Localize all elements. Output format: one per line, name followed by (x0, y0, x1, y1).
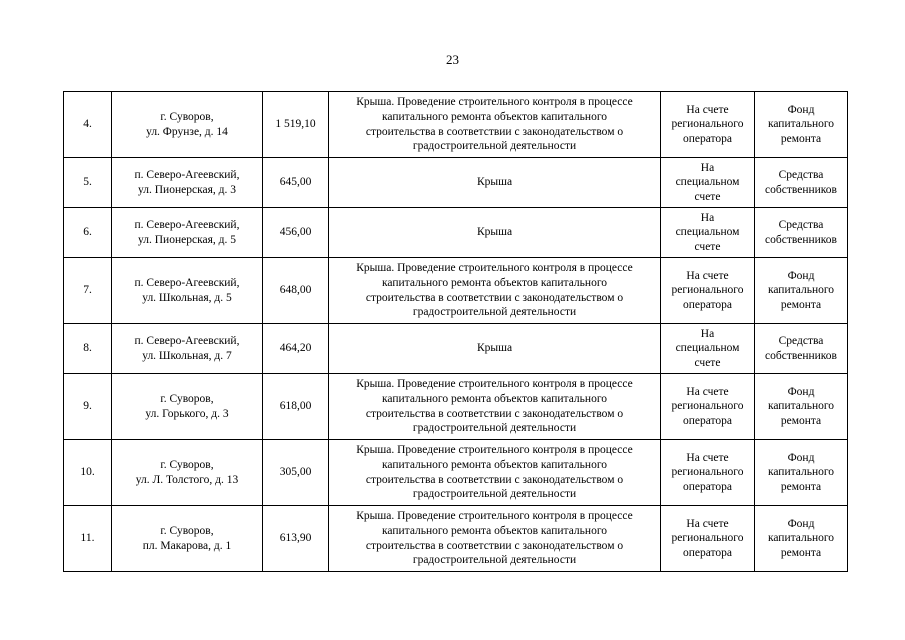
account-cell-line: На счете (686, 451, 729, 464)
funding-source-cell-line: ремонта (780, 546, 822, 559)
funding-source-cell-line: Фонд (787, 451, 815, 464)
address-cell-line: пл. Макарова, д. 1 (142, 539, 232, 552)
funding-source-cell (755, 258, 848, 324)
account-cell-line: На (700, 211, 715, 224)
funding-source-cell (755, 92, 848, 158)
address-cell (112, 440, 263, 506)
table-row (64, 506, 848, 572)
funding-source-cell-line: ремонта (780, 132, 822, 145)
work-type-cell-line: строительства в соответствии с законодательством о (365, 125, 624, 138)
funding-source-cell-line: ремонта (780, 414, 822, 427)
work-type-cell-line: капитального ремонта объектов капитального (381, 524, 607, 537)
account-cell (661, 208, 755, 258)
table-row (64, 324, 848, 374)
account-cell (661, 506, 755, 572)
work-type-cell-line: Крыша. Проведение строительного контроля в процессе (356, 378, 633, 391)
account-cell-line: оператора (682, 132, 733, 145)
address-cell-line: ул. Горького, д. 3 (145, 407, 229, 420)
funding-source-cell-line: Средства (778, 218, 824, 231)
address-cell (112, 374, 263, 440)
page-number: 23 (446, 52, 459, 67)
funding-source-cell-line: ремонта (780, 480, 822, 493)
address-cell-line: ул. Пионерская, д. 3 (138, 183, 236, 196)
funding-source-cell-line: собственников (765, 183, 837, 196)
funding-source-cell-line: Фонд (787, 385, 815, 398)
work-type-cell (329, 374, 661, 440)
work-type-cell-line: капитального ремонта объектов капитального (381, 276, 607, 289)
address-cell-line: ул. Школьная, д. 7 (142, 349, 232, 362)
account-cell-line: оператора (682, 298, 733, 311)
address-cell-line: п. Северо-Агеевский, (134, 218, 240, 231)
address-cell (112, 208, 263, 258)
row-number: 8. (64, 324, 112, 374)
row-number: 6. (64, 208, 112, 258)
work-type-cell-line: градостроительной деятельности (412, 422, 577, 435)
row-number: 7. (64, 258, 112, 324)
area-cell: 1 519,10 (263, 92, 329, 158)
row-number: 11. (64, 506, 112, 572)
account-cell-line: На (700, 327, 715, 340)
account-cell-line: На счете (686, 517, 729, 530)
work-type-cell-line: строительства в соответствии с законодательством о (365, 407, 624, 420)
work-type-cell-line: градостроительной деятельности (412, 488, 577, 501)
account-cell-line: оператора (682, 414, 733, 427)
account-cell-line: регионального (671, 118, 744, 131)
row-number: 10. (64, 440, 112, 506)
funding-source-cell-line: собственников (765, 233, 837, 246)
work-type-cell-line: капитального ремонта объектов капитального (381, 458, 607, 471)
funding-source-cell-line: собственников (765, 349, 837, 362)
work-type-cell-line: градостроительной деятельности (412, 554, 577, 567)
address-cell (112, 506, 263, 572)
area-cell: 464,20 (263, 324, 329, 374)
address-cell-line: ул. Пионерская, д. 5 (138, 233, 236, 246)
account-cell (661, 92, 755, 158)
area-cell: 613,90 (263, 506, 329, 572)
area-cell: 648,00 (263, 258, 329, 324)
table-body (64, 92, 848, 572)
account-cell-line: оператора (682, 546, 733, 559)
address-cell-line: ул. Л. Толстого, д. 13 (135, 473, 239, 486)
funding-source-cell-line: Фонд (787, 517, 815, 530)
account-cell-line: счете (694, 356, 721, 369)
address-cell-line: ул. Школьная, д. 5 (142, 291, 232, 304)
work-type-cell-line: Крыша (476, 342, 513, 355)
account-cell-line: регионального (671, 466, 744, 479)
funding-source-cell (755, 324, 848, 374)
table-row (64, 374, 848, 440)
account-cell-line: счете (694, 190, 721, 203)
work-type-cell-line: Крыша (476, 176, 513, 189)
address-cell-line: г. Суворов, (160, 110, 214, 123)
account-cell-line: регионального (671, 532, 744, 545)
work-type-cell-line: строительства в соответствии с законодательством о (365, 291, 624, 304)
table-row (64, 92, 848, 158)
funding-source-cell-line: капитального (767, 284, 835, 297)
table-row (64, 440, 848, 506)
work-type-cell (329, 158, 661, 208)
funding-source-cell (755, 506, 848, 572)
address-cell-line: п. Северо-Агеевский, (134, 276, 240, 289)
account-cell-line: специальном (675, 176, 740, 189)
funding-source-cell-line: капитального (767, 400, 835, 413)
area-cell: 456,00 (263, 208, 329, 258)
row-number: 9. (64, 374, 112, 440)
funding-source-cell (755, 374, 848, 440)
funding-source-cell-line: Фонд (787, 269, 815, 282)
funding-source-cell-line: Средства (778, 334, 824, 347)
area-cell: 645,00 (263, 158, 329, 208)
account-cell-line: На (700, 161, 715, 174)
address-cell-line: п. Северо-Агеевский, (134, 334, 240, 347)
work-type-cell-line: Крыша. Проведение строительного контроля в процессе (356, 510, 633, 523)
address-cell-line: п. Северо-Агеевский, (134, 168, 240, 181)
account-cell (661, 440, 755, 506)
account-cell-line: На счете (686, 269, 729, 282)
account-cell-line: специальном (675, 226, 740, 239)
work-type-cell (329, 258, 661, 324)
work-type-cell (329, 324, 661, 374)
row-number: 4. (64, 92, 112, 158)
work-type-cell-line: Крыша. Проведение строительного контроля в процессе (356, 444, 633, 457)
work-type-cell-line: градостроительной деятельности (412, 140, 577, 153)
account-cell-line: регионального (671, 284, 744, 297)
work-type-cell (329, 506, 661, 572)
address-cell-line: г. Суворов, (160, 458, 214, 471)
work-type-cell-line: строительства в соответствии с законодательством о (365, 539, 624, 552)
funding-source-cell-line: ремонта (780, 298, 822, 311)
work-type-cell-line: Крыша. Проведение строительного контроля в процессе (356, 96, 633, 109)
account-cell-line: счете (694, 240, 721, 253)
account-cell (661, 258, 755, 324)
table-row (64, 158, 848, 208)
funding-source-cell (755, 440, 848, 506)
funding-source-cell-line: капитального (767, 466, 835, 479)
address-cell (112, 258, 263, 324)
address-cell (112, 92, 263, 158)
work-type-cell-line: Крыша. Проведение строительного контроля в процессе (356, 262, 633, 275)
work-type-cell-line: капитального ремонта объектов капитального (381, 392, 607, 405)
account-cell (661, 324, 755, 374)
area-cell: 305,00 (263, 440, 329, 506)
account-cell (661, 374, 755, 440)
table-row (64, 258, 848, 324)
address-cell-line: г. Суворов, (160, 524, 214, 537)
address-cell-line: г. Суворов, (160, 392, 214, 405)
funding-source-cell-line: Средства (778, 168, 824, 181)
work-type-cell (329, 208, 661, 258)
work-type-cell-line: Крыша (476, 226, 513, 239)
funding-source-cell (755, 158, 848, 208)
address-cell (112, 324, 263, 374)
account-cell-line: На счете (686, 103, 729, 116)
table-row (64, 208, 848, 258)
account-cell-line: регионального (671, 400, 744, 413)
funding-source-cell (755, 208, 848, 258)
work-type-cell-line: градостроительной деятельности (412, 306, 577, 319)
work-type-cell-line: капитального ремонта объектов капитального (381, 110, 607, 123)
account-cell (661, 158, 755, 208)
account-cell-line: оператора (682, 480, 733, 493)
funding-source-cell-line: капитального (767, 118, 835, 131)
address-cell-line: ул. Фрунзе, д. 14 (146, 125, 228, 138)
funding-source-cell-line: капитального (767, 532, 835, 545)
work-type-cell (329, 440, 661, 506)
account-cell-line: На счете (686, 385, 729, 398)
address-cell (112, 158, 263, 208)
work-type-cell-line: строительства в соответствии с законодательством о (365, 473, 624, 486)
funding-source-cell-line: Фонд (787, 103, 815, 116)
capital-repair-table (63, 91, 848, 572)
work-type-cell (329, 92, 661, 158)
area-cell: 618,00 (263, 374, 329, 440)
row-number: 5. (64, 158, 112, 208)
account-cell-line: специальном (675, 342, 740, 355)
